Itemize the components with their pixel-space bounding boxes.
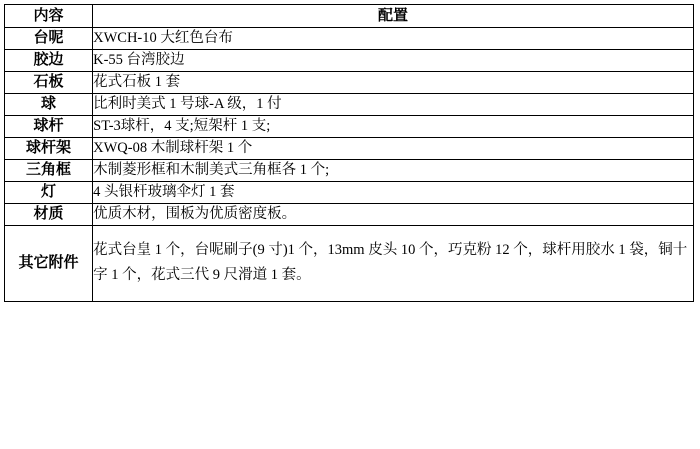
header-cell-item: 内容	[5, 5, 93, 28]
table-row	[5, 115, 694, 137]
table-row	[5, 71, 694, 93]
row-item-label: 石板	[5, 71, 93, 93]
specification-table	[4, 4, 694, 302]
row-config-value: 优质木材，围板为优质密度板。	[93, 203, 694, 225]
row-config-value: 比利时美式 1 号球-A 级，1 付	[93, 93, 694, 115]
table-row	[5, 159, 694, 181]
row-config-value: 花式台皇 1 个，台呢刷子(9 寸)1 个，13mm 皮头 10 个，巧克粉 12 个，球杆用胶水 1 袋，铜十字 1 个，花式三代 9 尺滑道 1 套。	[93, 225, 694, 301]
table-header-row	[5, 5, 694, 28]
row-item-label: 其它附件	[5, 225, 93, 301]
row-item-label: 球	[5, 93, 93, 115]
row-config-value: K-55 台湾胶边	[93, 49, 694, 71]
row-item-label: 胶边	[5, 49, 93, 71]
row-config-value: 4 头银杆玻璃伞灯 1 套	[93, 181, 694, 203]
table-row	[5, 27, 694, 49]
row-item-label: 台呢	[5, 27, 93, 49]
table-row	[5, 203, 694, 225]
table-row	[5, 137, 694, 159]
table-row	[5, 225, 694, 301]
row-config-value: ST-3球杆，4 支;短架杆 1 支;	[93, 115, 694, 137]
row-config-value: XWQ-08 木制球杆架 1 个	[93, 137, 694, 159]
table-row	[5, 93, 694, 115]
table-row	[5, 181, 694, 203]
row-item-label: 球杆架	[5, 137, 93, 159]
row-config-value: 木制菱形框和木制美式三角框各 1 个;	[93, 159, 694, 181]
row-item-label: 三角框	[5, 159, 93, 181]
row-config-value: XWCH-10 大红色台布	[93, 27, 694, 49]
table-row	[5, 49, 694, 71]
row-item-label: 灯	[5, 181, 93, 203]
row-item-label: 材质	[5, 203, 93, 225]
row-item-label: 球杆	[5, 115, 93, 137]
row-config-value: 花式石板 1 套	[93, 71, 694, 93]
header-cell-config: 配置	[93, 5, 694, 28]
